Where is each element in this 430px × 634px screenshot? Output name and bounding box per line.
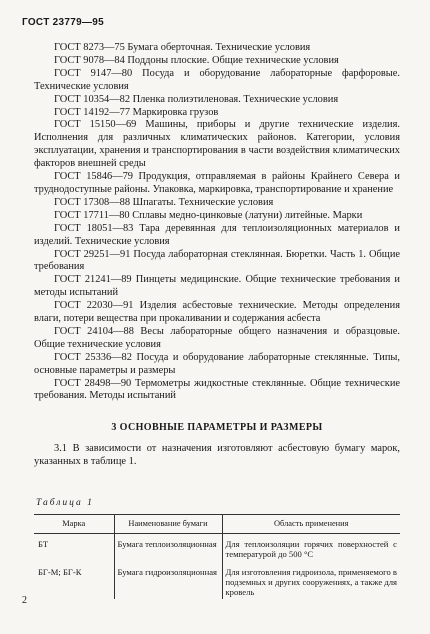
table-caption: Таблица 1 — [36, 498, 94, 508]
reference-item: ГОСТ 25336—82 Посуда и оборудование лабораторные стеклянные. Типы, основные параметры и размеры — [34, 351, 400, 376]
paper-name-cell: Бумага гидроизоляционная — [114, 562, 222, 600]
column-header: Наименование бумаги — [114, 515, 222, 534]
section-title: 3 ОСНОВНЫЕ ПАРАМЕТРЫ И РАЗМЕРЫ — [111, 422, 323, 434]
page-header: ГОСТ 23779—95 — [22, 17, 105, 28]
reference-item: ГОСТ 18051—83 Тара деревянная для теплоизоляционных материалов и изделий. Технические условия — [34, 222, 400, 247]
table-header-row — [34, 515, 400, 534]
reference-item: ГОСТ 9078—84 Поддоны плоские. Общие технические условия — [54, 54, 339, 66]
reference-item: ГОСТ 28498—90 Термометры жидкостные стеклянные. Общие технические требования. Методы испытаний — [34, 377, 400, 402]
application-cell: Для теплоизоляции горячих поверхностей с температурой до 500 °С — [222, 534, 400, 562]
table-row — [34, 534, 400, 562]
body-text — [34, 42, 400, 469]
reference-item: ГОСТ 14192—77 Маркировка грузов — [54, 106, 219, 118]
grade-cell: БТ — [38, 539, 49, 550]
column-header: Марка — [34, 515, 114, 534]
grade-cell: БГ-М; БГ-К — [38, 566, 82, 577]
reference-item: ГОСТ 15846—79 Продукция, отправляемая в районы Крайнего Севера и труднодоступные районы. Упаковка, маркировка, транспортирование и хранение — [34, 171, 400, 195]
reference-list — [34, 42, 400, 403]
reference-item: ГОСТ 29251—91 Посуда лабораторная стеклянная. Бюретки. Часть 1. Общие требования — [34, 248, 400, 273]
paper-name-cell: Бумага теплоизоляционная — [114, 534, 222, 562]
column-header: Область применения — [222, 515, 400, 534]
reference-item: ГОСТ 22030—91 Изделия асбестовые технические. Методы определения влаги, потери вещества при прокаливании и содержания асбеста — [34, 300, 400, 325]
reference-item: ГОСТ 9147—80 Посуда и оборудование лабораторные фарфоровые. Технические условия — [34, 67, 400, 92]
reference-item: ГОСТ 10354—82 Пленка полиэтиленовая. Технические условия — [54, 93, 339, 105]
reference-item: ГОСТ 8273—75 Бумага оберточная. Технические условия — [54, 42, 311, 53]
reference-item: ГОСТ 15150—69 Машины, приборы и другие технические изделия. Исполнения для различных климатических районов. Категории, условия эксплуатации, хранения и транспортирования в части воздействия климатических факторов внешней среды — [34, 119, 400, 170]
application-cell: Для изготовления гидроизола, применяемого в подземных и других сооружениях, а также для кровель — [222, 562, 400, 600]
section-paragraph: 3.1 В зависимости от назначения изготовляют асбестовую бумагу марок, указанных в таблице 1. — [34, 443, 400, 468]
reference-item: ГОСТ 17711—80 Сплавы медно-цинковые (латуни) литейные. Марки — [54, 209, 363, 221]
table-row — [34, 562, 400, 600]
reference-item: ГОСТ 21241—89 Пинцеты медицинские. Общие технические требования и методы испытаний — [34, 274, 400, 299]
page-number: 2 — [22, 595, 27, 606]
reference-item: ГОСТ 17308—88 Шпагаты. Технические условия — [54, 196, 274, 208]
grades-table — [34, 514, 400, 599]
reference-item: ГОСТ 24104—88 Весы лабораторные общего назначения и образцовые. Общие технические условия — [34, 325, 400, 350]
